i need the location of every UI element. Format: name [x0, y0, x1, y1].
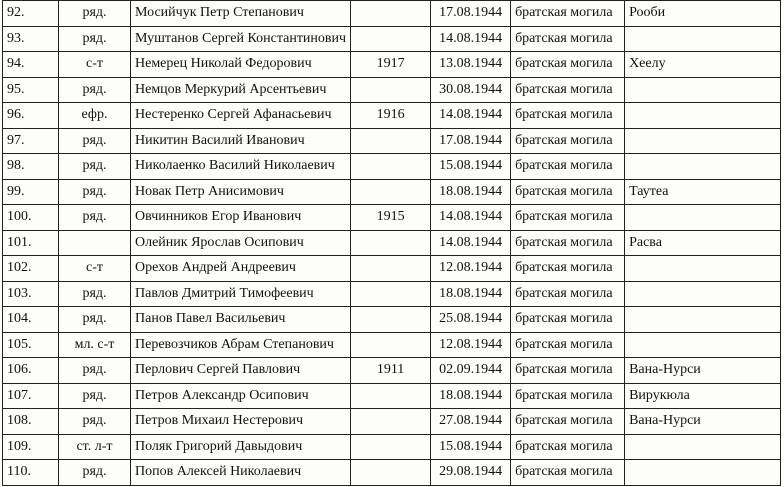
table-row: [3, 128, 781, 154]
birth-year-cell: [351, 230, 431, 256]
military-rank-cell: ряд.: [59, 154, 131, 180]
death-date-cell: 12.08.1944: [431, 332, 511, 358]
death-date-cell: 17.08.1944: [431, 128, 511, 154]
full-name-cell: Олейник Ярослав Осипович: [131, 230, 351, 256]
burial-place-cell: [625, 77, 781, 103]
burial-place-cell: [625, 205, 781, 231]
burial-place-cell: Расва: [625, 230, 781, 256]
military-rank-cell: ряд.: [59, 358, 131, 384]
birth-year-cell: [351, 460, 431, 486]
military-rank-cell: ряд.: [59, 409, 131, 435]
row-number-cell: 102.: [3, 256, 59, 282]
birth-year-cell: [351, 128, 431, 154]
birth-year-cell: [351, 256, 431, 282]
burial-type-cell: братская могила: [511, 256, 625, 282]
military-rank-cell: ряд.: [59, 179, 131, 205]
roster-body: [3, 1, 781, 486]
death-date-cell: 14.08.1944: [431, 230, 511, 256]
full-name-cell: Мосийчук Петр Степанович: [131, 1, 351, 27]
military-rank-cell: ряд.: [59, 26, 131, 52]
table-row: [3, 307, 781, 333]
burial-type-cell: братская могила: [511, 383, 625, 409]
burial-place-cell: [625, 256, 781, 282]
full-name-cell: Поляк Григорий Давыдович: [131, 434, 351, 460]
military-rank-cell: ряд.: [59, 281, 131, 307]
row-number-cell: 106.: [3, 358, 59, 384]
birth-year-cell: [351, 434, 431, 460]
death-date-cell: 27.08.1944: [431, 409, 511, 435]
full-name-cell: Муштанов Сергей Константинович: [131, 26, 351, 52]
birth-year-cell: [351, 1, 431, 27]
military-rank-cell: ряд.: [59, 128, 131, 154]
full-name-cell: Перевозчиков Абрам Степанович: [131, 332, 351, 358]
burial-place-cell: [625, 26, 781, 52]
military-rank-cell: ряд.: [59, 77, 131, 103]
full-name-cell: Орехов Андрей Андреевич: [131, 256, 351, 282]
burial-place-cell: [625, 460, 781, 486]
death-date-cell: 15.08.1944: [431, 434, 511, 460]
full-name-cell: Нестеренко Сергей Афанасьевич: [131, 103, 351, 129]
table-row: [3, 409, 781, 435]
table-row: [3, 434, 781, 460]
death-date-cell: 18.08.1944: [431, 383, 511, 409]
death-date-cell: 29.08.1944: [431, 460, 511, 486]
row-number-cell: 94.: [3, 52, 59, 78]
row-number-cell: 97.: [3, 128, 59, 154]
row-number-cell: 92.: [3, 1, 59, 27]
birth-year-cell: 1915: [351, 205, 431, 231]
birth-year-cell: [351, 77, 431, 103]
row-number-cell: 107.: [3, 383, 59, 409]
full-name-cell: Немцов Меркурий Арсентьевич: [131, 77, 351, 103]
burial-type-cell: братская могила: [511, 332, 625, 358]
death-date-cell: 02.09.1944: [431, 358, 511, 384]
full-name-cell: Перлович Сергей Павлович: [131, 358, 351, 384]
military-rank-cell: ряд.: [59, 205, 131, 231]
burial-place-cell: [625, 154, 781, 180]
row-number-cell: 101.: [3, 230, 59, 256]
burial-type-cell: братская могила: [511, 77, 625, 103]
row-number-cell: 96.: [3, 103, 59, 129]
death-date-cell: 13.08.1944: [431, 52, 511, 78]
burial-type-cell: братская могила: [511, 460, 625, 486]
burial-type-cell: братская могила: [511, 179, 625, 205]
table-row: [3, 103, 781, 129]
military-rank-cell: ст. л-т: [59, 434, 131, 460]
row-number-cell: 104.: [3, 307, 59, 333]
row-number-cell: 109.: [3, 434, 59, 460]
burial-place-cell: [625, 307, 781, 333]
death-date-cell: 12.08.1944: [431, 256, 511, 282]
military-rank-cell: ефр.: [59, 103, 131, 129]
military-rank-cell: ряд.: [59, 460, 131, 486]
table-row: [3, 52, 781, 78]
military-rank-cell: [59, 230, 131, 256]
table-row: [3, 358, 781, 384]
table-row: [3, 26, 781, 52]
table-row: [3, 205, 781, 231]
full-name-cell: Попов Алексей Николаевич: [131, 460, 351, 486]
row-number-cell: 98.: [3, 154, 59, 180]
burial-type-cell: братская могила: [511, 358, 625, 384]
burial-type-cell: братская могила: [511, 230, 625, 256]
burial-type-cell: братская могила: [511, 307, 625, 333]
burial-place-cell: [625, 103, 781, 129]
burial-type-cell: братская могила: [511, 128, 625, 154]
birth-year-cell: [351, 154, 431, 180]
burial-type-cell: братская могила: [511, 154, 625, 180]
birth-year-cell: 1917: [351, 52, 431, 78]
death-date-cell: 30.08.1944: [431, 77, 511, 103]
death-date-cell: 17.08.1944: [431, 1, 511, 27]
death-date-cell: 14.08.1944: [431, 103, 511, 129]
military-rank-cell: ряд.: [59, 307, 131, 333]
birth-year-cell: [351, 281, 431, 307]
row-number-cell: 108.: [3, 409, 59, 435]
burial-roster-table: [2, 0, 781, 486]
table-row: [3, 281, 781, 307]
burial-place-cell: Рооби: [625, 1, 781, 27]
death-date-cell: 25.08.1944: [431, 307, 511, 333]
full-name-cell: Николаенко Василий Николаевич: [131, 154, 351, 180]
row-number-cell: 110.: [3, 460, 59, 486]
full-name-cell: Новак Петр Анисимович: [131, 179, 351, 205]
birth-year-cell: [351, 409, 431, 435]
table-row: [3, 154, 781, 180]
burial-type-cell: братская могила: [511, 409, 625, 435]
row-number-cell: 93.: [3, 26, 59, 52]
death-date-cell: 15.08.1944: [431, 154, 511, 180]
table-row: [3, 77, 781, 103]
burial-place-cell: [625, 332, 781, 358]
burial-place-cell: [625, 128, 781, 154]
table-row: [3, 460, 781, 486]
burial-type-cell: братская могила: [511, 1, 625, 27]
table-row: [3, 332, 781, 358]
full-name-cell: Никитин Василий Иванович: [131, 128, 351, 154]
birth-year-cell: [351, 179, 431, 205]
full-name-cell: Немерец Николай Федорович: [131, 52, 351, 78]
birth-year-cell: [351, 26, 431, 52]
military-rank-cell: с-т: [59, 256, 131, 282]
death-date-cell: 18.08.1944: [431, 281, 511, 307]
military-rank-cell: мл. с-т: [59, 332, 131, 358]
row-number-cell: 99.: [3, 179, 59, 205]
full-name-cell: Петров Михаил Нестерович: [131, 409, 351, 435]
table-row: [3, 1, 781, 27]
burial-place-cell: Вана-Нурси: [625, 358, 781, 384]
full-name-cell: Павлов Дмитрий Тимофеевич: [131, 281, 351, 307]
burial-place-cell: Вана-Нурси: [625, 409, 781, 435]
burial-place-cell: Таутеа: [625, 179, 781, 205]
burial-type-cell: братская могила: [511, 103, 625, 129]
burial-place-cell: Вирукюла: [625, 383, 781, 409]
full-name-cell: Овчинников Егор Иванович: [131, 205, 351, 231]
table-row: [3, 256, 781, 282]
death-date-cell: 14.08.1944: [431, 26, 511, 52]
full-name-cell: Панов Павел Васильевич: [131, 307, 351, 333]
burial-type-cell: братская могила: [511, 26, 625, 52]
burial-type-cell: братская могила: [511, 434, 625, 460]
burial-type-cell: братская могила: [511, 205, 625, 231]
burial-place-cell: [625, 434, 781, 460]
table-row: [3, 230, 781, 256]
burial-place-cell: Хеелу: [625, 52, 781, 78]
row-number-cell: 100.: [3, 205, 59, 231]
birth-year-cell: 1916: [351, 103, 431, 129]
birth-year-cell: [351, 332, 431, 358]
row-number-cell: 105.: [3, 332, 59, 358]
full-name-cell: Петров Александр Осипович: [131, 383, 351, 409]
birth-year-cell: 1911: [351, 358, 431, 384]
military-rank-cell: ряд.: [59, 1, 131, 27]
birth-year-cell: [351, 383, 431, 409]
burial-type-cell: братская могила: [511, 52, 625, 78]
table-row: [3, 179, 781, 205]
military-rank-cell: с-т: [59, 52, 131, 78]
death-date-cell: 14.08.1944: [431, 205, 511, 231]
row-number-cell: 103.: [3, 281, 59, 307]
burial-type-cell: братская могила: [511, 281, 625, 307]
burial-place-cell: [625, 281, 781, 307]
military-rank-cell: ряд.: [59, 383, 131, 409]
birth-year-cell: [351, 307, 431, 333]
table-row: [3, 383, 781, 409]
death-date-cell: 18.08.1944: [431, 179, 511, 205]
row-number-cell: 95.: [3, 77, 59, 103]
